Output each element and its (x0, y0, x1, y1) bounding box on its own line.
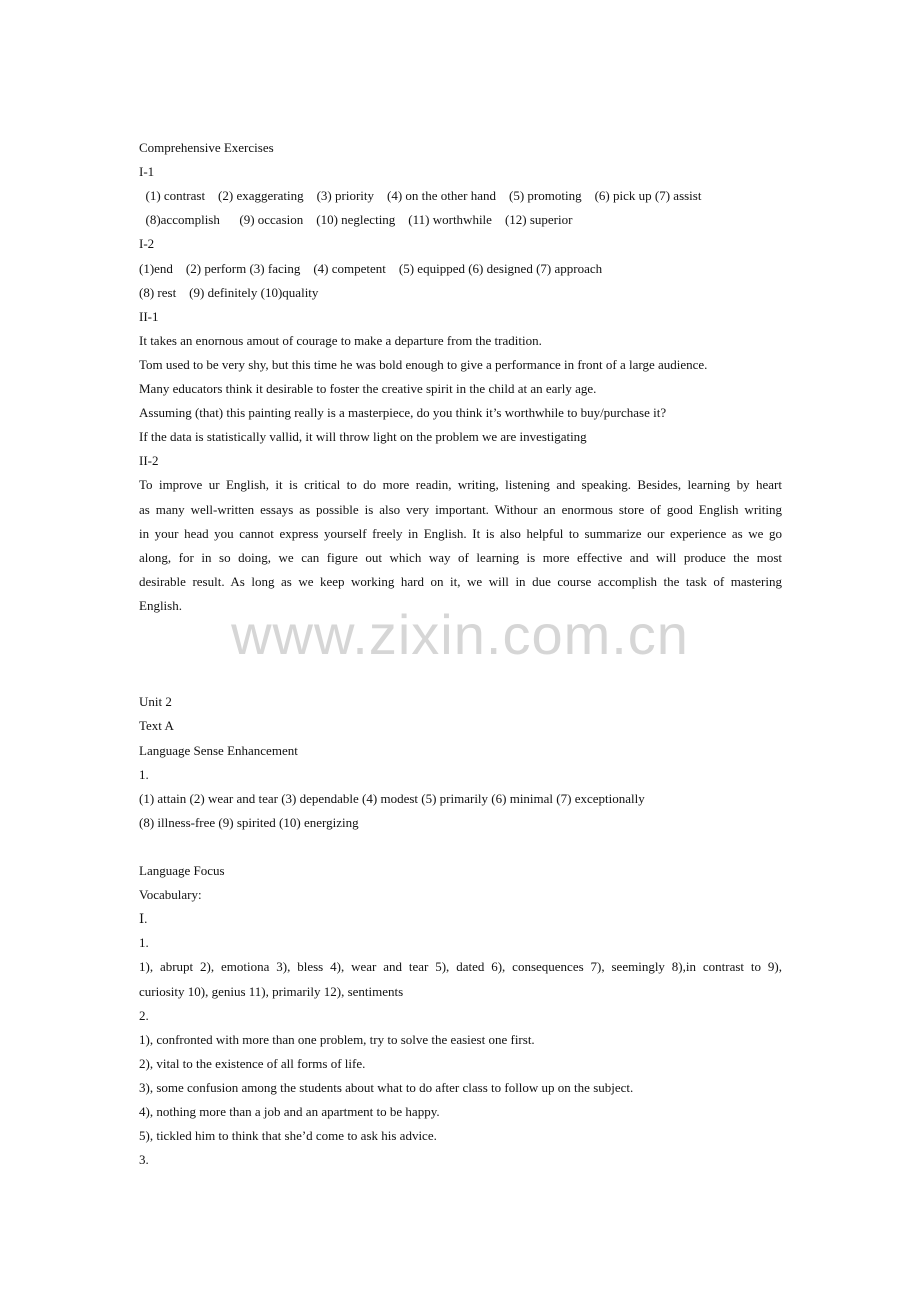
text-line: I-2 (139, 236, 155, 252)
text-line: 3), some confusion among the students about what to do after class to follow up on the subject. (139, 1079, 634, 1095)
text-line: (1) attain (2) wear and tear (3) dependable (4) modest (5) primarily (6) minimal (7) exceptionally (139, 790, 645, 806)
watermark: www.zixin.com.cn (231, 603, 689, 666)
text-line: 5), tickled him to think that she’d come to ask his advice. (139, 1128, 437, 1144)
text-line: (8)accomplish (9) occasion (10) neglecting (11) worthwhile (12) superior (139, 212, 573, 228)
text-line: (1)end (2) perform (3) facing (4) competent (5) equipped (6) designed (7) approach (139, 260, 603, 276)
text-line: Comprehensive Exercises (139, 140, 274, 155)
text-line: II-2 (139, 453, 159, 469)
text-line: (1) contrast (2) exaggerating (3) priority (4) on the other hand (5) promoting (6) pick up (7) assist (139, 188, 702, 204)
text-line: English. (139, 597, 182, 613)
text-line: 1), abrupt 2), emotiona 3), bless 4), wear and tear 5), dated 6), consequences 7), seemingly 8),in contrast to 9), (139, 959, 782, 975)
text-line: To improve ur English, it is critical to do more readin, writing, listening and speaking. Besides, learning by heart (139, 477, 782, 493)
text-line: 3. (139, 1152, 149, 1168)
text-line: I-1 (139, 164, 155, 180)
text-line: Unit 2 (139, 694, 172, 710)
text-line: Many educators think it desirable to foster the creative spirit in the child at an early age. (139, 381, 597, 396)
text-line: (8) illness-free (9) spirited (10) energizing (139, 814, 359, 830)
text-line: along, for in so doing, we can figure out which way of learning is more effective and will produce the most (139, 549, 782, 565)
text-line: (8) rest (9) definitely (10)quality (139, 284, 319, 300)
text-line: curiosity 10), genius 11), primarily 12), sentiments (139, 983, 404, 999)
blank-line (139, 838, 782, 856)
text-line: Vocabulary: (139, 887, 202, 903)
text-line: Assuming (that) this painting really is a masterpiece, do you think it’s worthwhile to buy/purchase it? (139, 405, 667, 421)
text-line: Ⅰ. (139, 911, 148, 927)
text-line: 1), confronted with more than one problem, try to solve the easiest one first. (139, 1031, 535, 1047)
text-line: Text A (139, 718, 174, 734)
text-line: desirable result. As long as we keep working hard on it, we will in due course accomplish the task of mastering (139, 573, 782, 589)
blank-line (139, 669, 782, 687)
text-line: If the data is statistically vallid, it will throw light on the problem we are investigating (139, 429, 587, 445)
text-line: 4), nothing more than a job and an apartment to be happy. (139, 1104, 440, 1119)
text-line: Language Focus (139, 863, 225, 878)
text-line: in your head you cannot express yourself freely in English. It is also helpful to summarize our experience as we go (139, 525, 782, 541)
text-line: 1. (139, 935, 149, 951)
text-line: 2), vital to the existence of all forms of life. (139, 1055, 366, 1071)
text-line: Language Sense Enhancement (139, 742, 298, 758)
text-line: 1. (139, 766, 149, 782)
text-line: 2. (139, 1007, 149, 1023)
text-line: as many well-written essays as possible is also very important. Withour an enormous store of good English writing (139, 501, 782, 517)
text-line: II-1 (139, 308, 159, 324)
text-line: Tom used to be very shy, but this time he was bold enough to give a performance in front of a large audience. (139, 356, 708, 372)
text-line: It takes an enornous amout of courage to make a departure from the tradition. (139, 332, 542, 348)
